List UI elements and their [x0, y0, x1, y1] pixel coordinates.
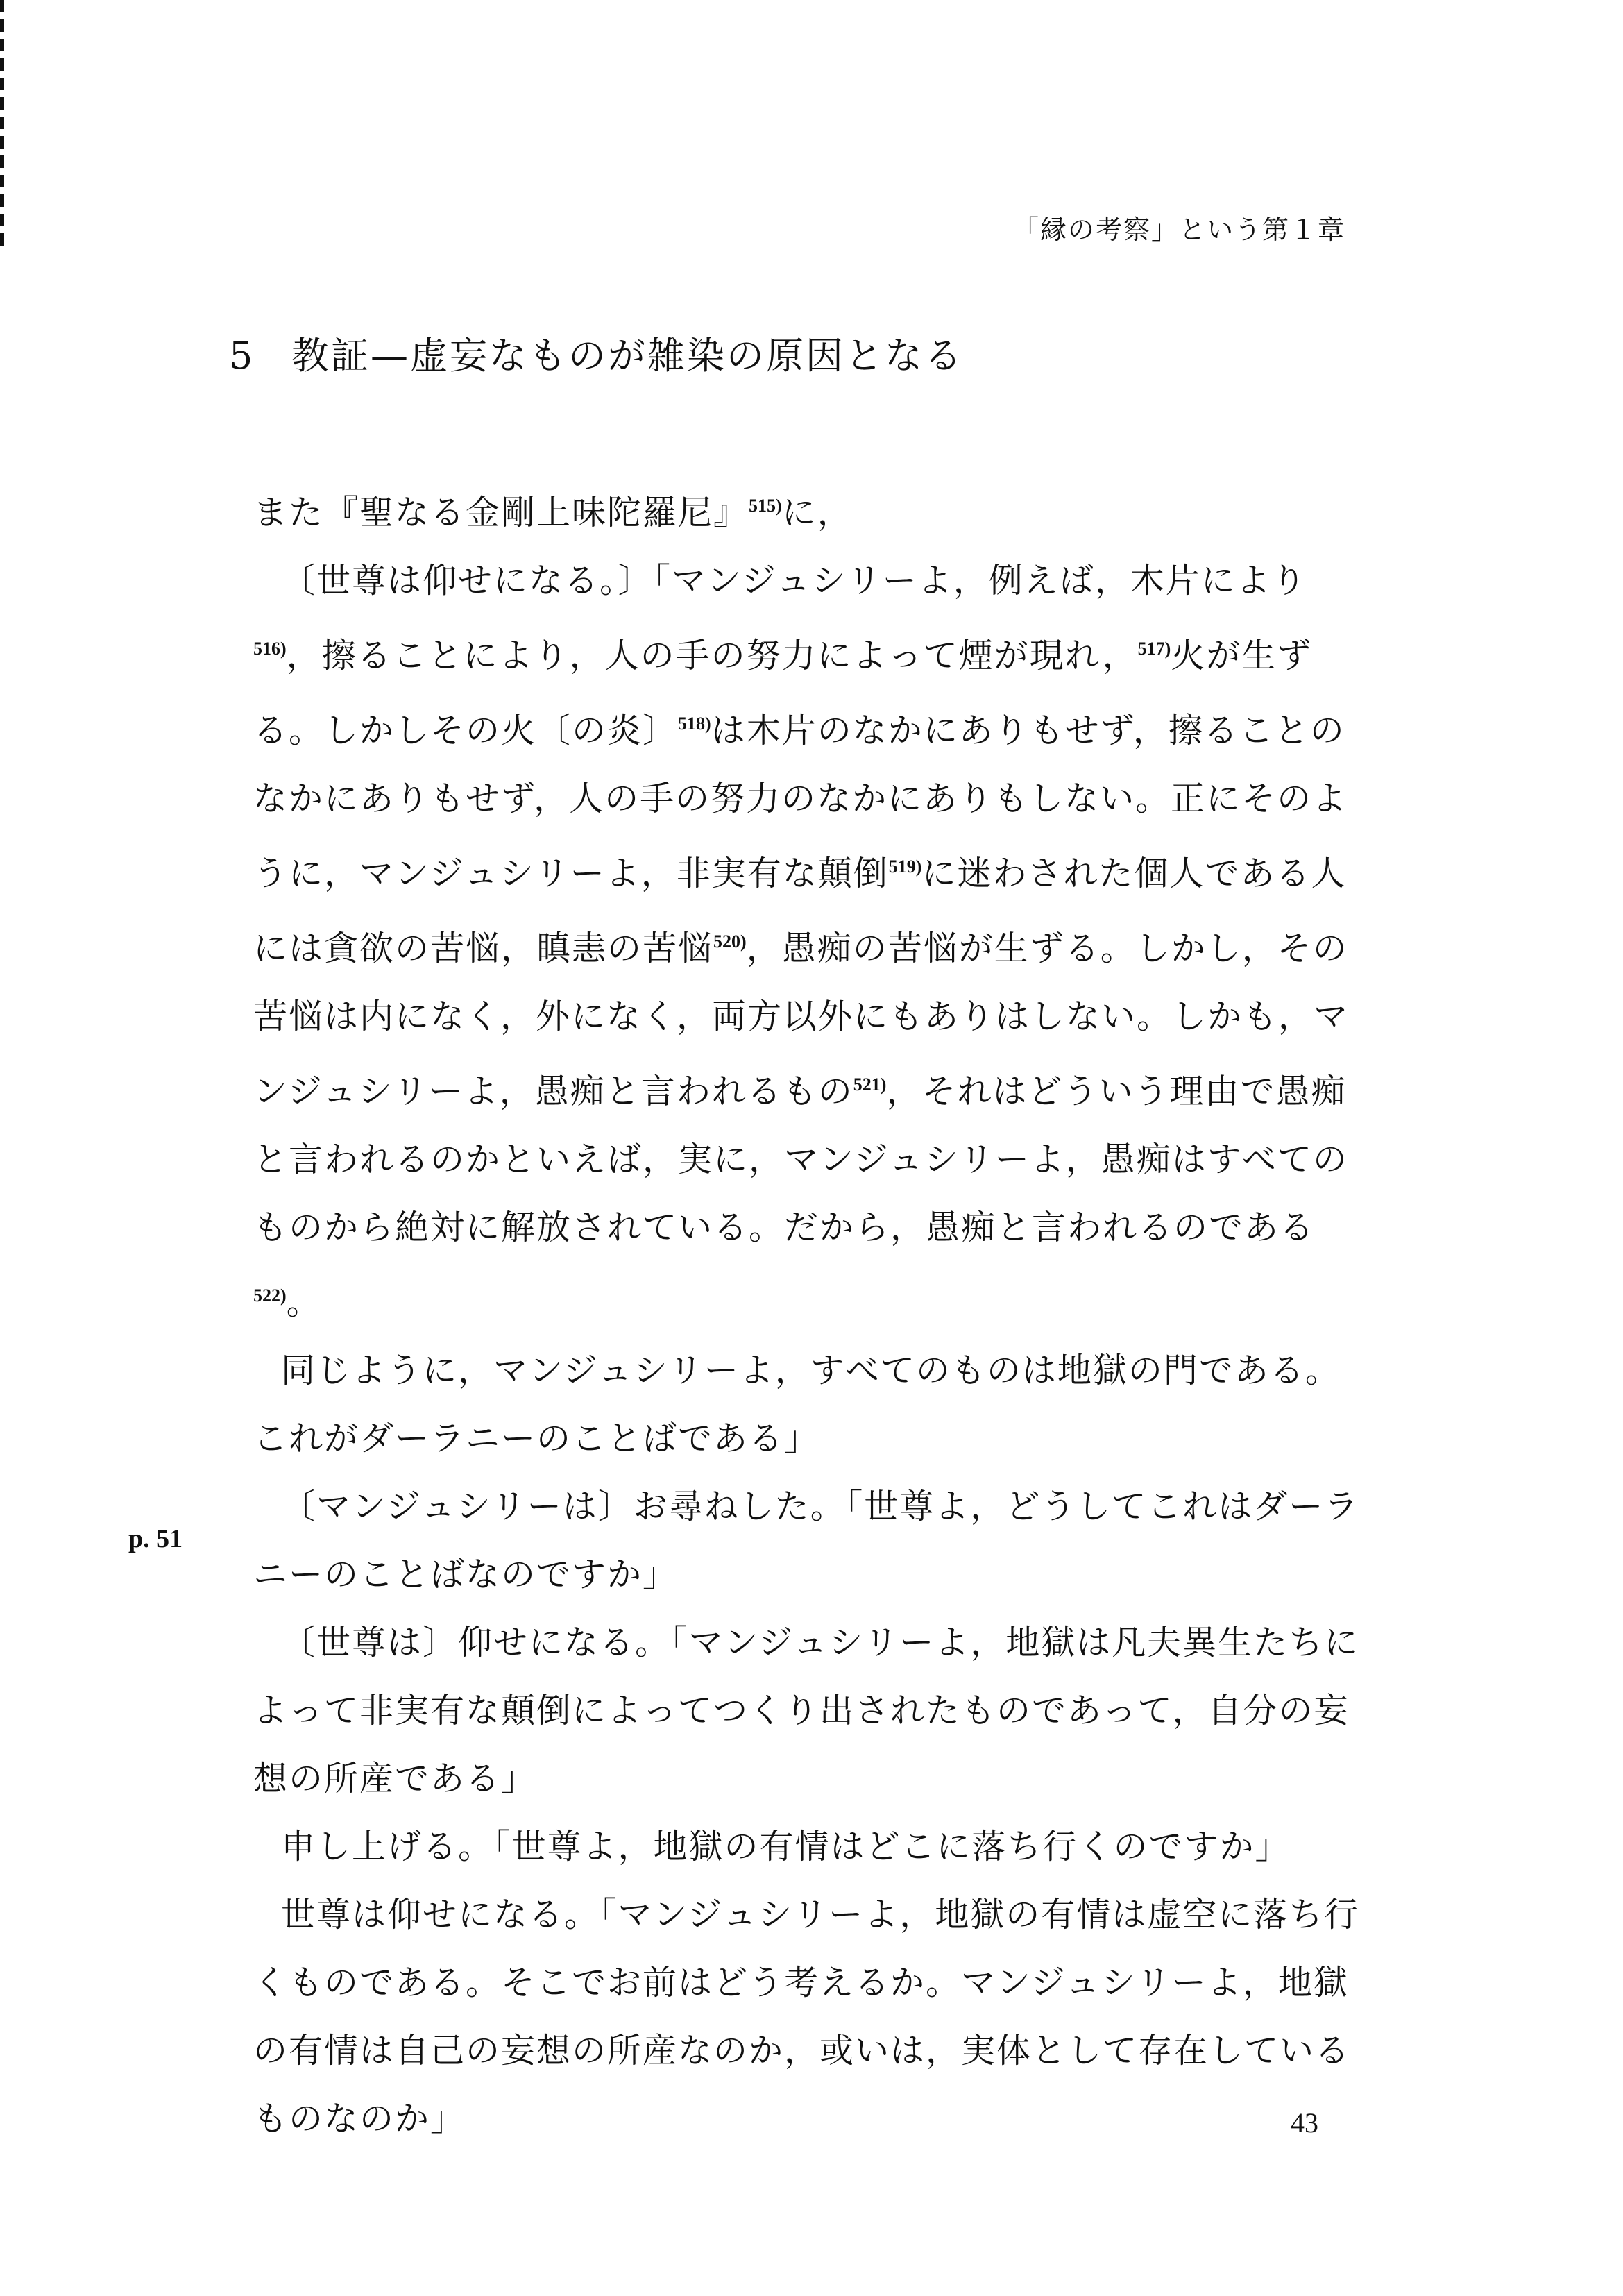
- footnote-marker: 518): [678, 714, 711, 734]
- footnote-marker: 522): [253, 1285, 287, 1306]
- paragraph-text: ，擦ることにより，人の手の努力によって煙が現れ，: [286, 636, 1138, 675]
- body-text: [253, 472, 1363, 2153]
- footnote-marker: 516): [253, 639, 287, 659]
- paragraph-text: 世尊は仰せになる。「マンジュシリーよ，地獄の有情は虚空に落ち行くものである。そこでお前はどう考えるか。マンジュシリーよ，地獄の有情は自己の妄想の所産なのか，或いは，実体として存在しているものなのか」: [253, 1895, 1360, 2138]
- section-heading: [229, 326, 964, 380]
- page-number: 43: [1291, 2107, 1318, 2138]
- margin-page-reference: p. 51: [128, 1524, 183, 1553]
- paragraph-text: 同じように，マンジュシリーよ，すべてのものは地獄の門である。これがダーラニーのことばである」: [253, 1351, 1341, 1458]
- footnote-marker: 519): [888, 856, 922, 877]
- paragraph-text: は木片のなかにありもせず，擦ることのなかにありもせず，人の手の努力のなかにありもしない。正にそのように，マンジュシリーよ，非実有な顛倒: [253, 711, 1348, 893]
- paragraph-text: ，それはどういう理由で愚痴と言われるのかといえば，実に，マンジュシリーよ，愚痴はすべてのものから絶対に解放されている。だから，愚痴と言われるのである: [253, 1072, 1348, 1247]
- paragraph: [253, 1473, 1363, 1609]
- paragraph-text: 。: [286, 1283, 322, 1322]
- footnote-marker: 515): [749, 496, 782, 516]
- section-title: 教証—虚妄なものが雑染の原因となる: [291, 334, 964, 378]
- footnote-marker: 521): [853, 1074, 887, 1095]
- paragraph-text: 〔マンジュシリーは〕お尋ねした。「世尊よ，どうしてこれはダーラニーのことばなのですか」: [253, 1487, 1360, 1594]
- paragraph: [253, 472, 1363, 547]
- paragraph-text: また『聖なる金剛上味陀羅尼』: [253, 493, 749, 532]
- paragraph: [253, 1813, 1363, 1881]
- paragraph: [253, 1881, 1363, 2153]
- paragraph: [253, 1609, 1363, 1813]
- paragraph-text: に，: [781, 493, 853, 532]
- paragraph: [253, 1337, 1363, 1473]
- section-number: 5: [229, 334, 255, 378]
- footnote-marker: 517): [1137, 639, 1171, 659]
- paragraph-text: 〔世尊は仰せになる。〕「マンジュシリーよ，例えば，木片により: [281, 561, 1307, 600]
- paragraph-text: 〔世尊は〕仰せになる。「マンジュシリーよ，地獄は凡夫異生たちによって非実有な顛倒によってつくり出されたものであって，自分の妄想の所産である」: [253, 1623, 1360, 1798]
- paragraph-text: ，愚痴の苦悩が生ずる。しかし，その苦悩は内になく，外になく，両方以外にもありはしない。しかも，マンジュシリーよ，愚痴と言われるもの: [253, 929, 1350, 1111]
- paragraph-text: 火が生ずる。しかしその火〔の炎〕: [253, 636, 1313, 750]
- running-header: 「縁の考察」という第１章: [1012, 214, 1345, 245]
- paragraph-text: 申し上げる。「世尊よ，地獄の有情はどこに落ち行くのですか」: [281, 1827, 1291, 1866]
- scan-edge-mark: [0, 0, 4, 250]
- paragraph: [253, 547, 1363, 1337]
- paragraph-text: に迷わされた個人である人には貪欲の苦悩，瞋恚の苦悩: [253, 854, 1347, 968]
- footnote-marker: 520): [713, 931, 747, 952]
